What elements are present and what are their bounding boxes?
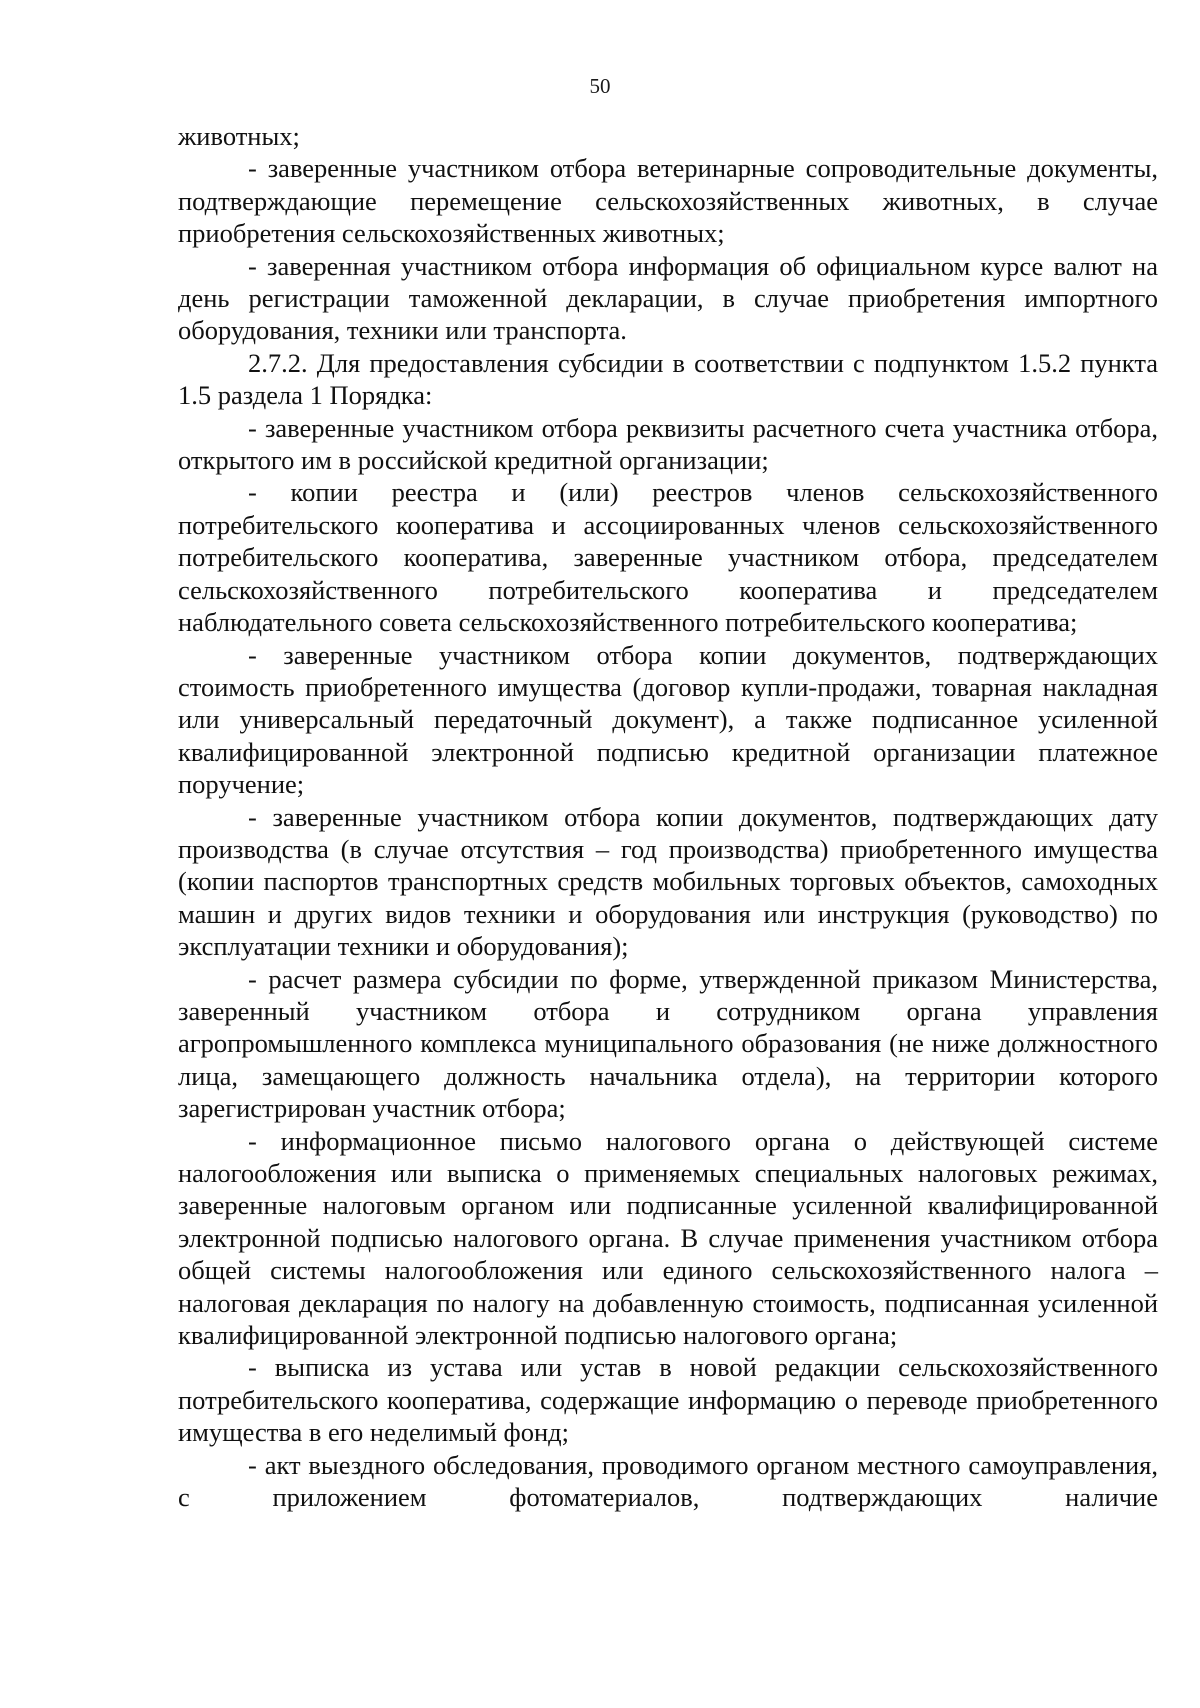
- paragraph: 2.7.2. Для предоставления субсидии в соответствии с подпунктом 1.5.2 пункта 1.5 раздела 1 Порядка:: [178, 347, 1158, 411]
- page-number: 50: [589, 74, 611, 98]
- paragraph: - заверенная участником отбора информация об официальном курсе валют на день регистрации таможенной декларации, в случае приобретения импортного оборудования, техники или транспорта.: [178, 250, 1158, 346]
- paragraph: животных;: [178, 121, 300, 151]
- paragraph: - расчет размера субсидии по форме, утвержденной приказом Министерства, заверенный участником отбора и сотрудником органа управления агропромышленного комплекса муниципального образования (не ниже должностного лица, замещающего должность начальника отдела), на территории которого зарегистрирован участник отбора;: [178, 963, 1158, 1124]
- paragraph: - заверенные участником отбора копии документов, подтверждающих дату производства (в случае отсутствия – год производства) приобретенного имущества (копии паспортов транспортных средств мобильных торговых объектов, самоходных машин и других видов техники и оборудования или инструкция (руководство) по эксплуатации техники и оборудования);: [178, 801, 1158, 962]
- paragraph: - информационное письмо налогового органа о действующей системе налогообложения или выписка о применяемых специальных налоговых режимах, заверенные налоговым органом или подписанные усиленной квалифицированной электронной подписью налогового органа. В случае применения участником отбора общей системы налогообложения или единого сельскохозяйственного налога – налоговая декларация по налогу на добавленную стоимость, подписанная усиленной квалифицированной электронной подписью налогового органа;: [178, 1125, 1158, 1351]
- paragraph: - копии реестра и (или) реестров членов сельскохозяйственного потребительского кооператива и ассоциированных членов сельскохозяйственного потребительского кооператива, заверенные участником отбора, председателем сельскохозяйственного потребительского кооператива и председателем наблюдательного совета сельскохозяйственного потребительского кооператива;: [178, 477, 1158, 638]
- paragraph: - выписка из устава или устав в новой редакции сельскохозяйственного потребительского кооператива, содержащие информацию о переводе приобретенного имущества в его неделимый фонд;: [178, 1352, 1158, 1448]
- paragraph: - заверенные участником отбора реквизиты расчетного счета участника отбора, открытого им в российской кредитной организации;: [178, 412, 1158, 476]
- document-body: [178, 120, 1158, 1513]
- paragraph: - заверенные участником отбора копии документов, подтверждающих стоимость приобретенного имущества (договор купли-продажи, товарная накладная или универсальный передаточный документ), а также подписанное усиленной квалифицированной электронной подписью кредитной организации платежное поручение;: [178, 639, 1158, 800]
- paragraph: - заверенные участником отбора ветеринарные сопроводительные документы, подтверждающие перемещение сельскохозяйственных животных, в случае приобретения сельскохозяйственных животных;: [178, 153, 1158, 249]
- paragraph: - акт выездного обследования, проводимого органом местного самоуправления, с приложением фотоматериалов, подтверждающих наличие: [178, 1449, 1158, 1513]
